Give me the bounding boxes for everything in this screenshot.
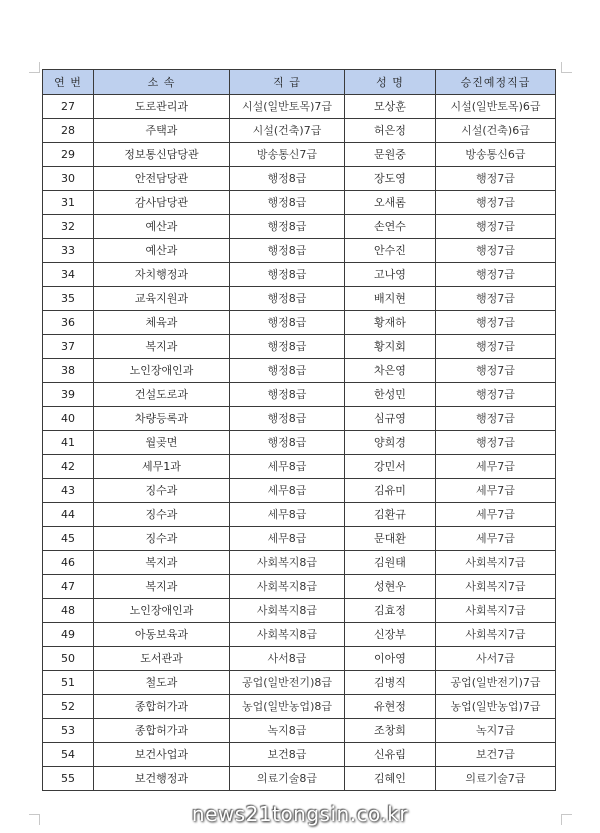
cell-promoted-rank: 사회복지7급 (436, 623, 556, 647)
page-corner-mark (29, 62, 40, 73)
table-row (43, 407, 556, 431)
cell-department: 월곶면 (94, 431, 230, 455)
header-promoted-rank: 승진예정직급 (436, 70, 556, 95)
cell-promoted-rank: 행정7급 (436, 359, 556, 383)
table-row (43, 263, 556, 287)
table-row (43, 503, 556, 527)
cell-number: 35 (43, 287, 94, 311)
cell-promoted-rank: 행정7급 (436, 167, 556, 191)
cell-rank: 행정8급 (230, 335, 345, 359)
cell-promoted-rank: 세무7급 (436, 479, 556, 503)
cell-number: 34 (43, 263, 94, 287)
cell-department: 예산과 (94, 215, 230, 239)
cell-number: 52 (43, 695, 94, 719)
cell-department: 세무1과 (94, 455, 230, 479)
cell-rank: 행정8급 (230, 359, 345, 383)
cell-name: 신유림 (345, 743, 436, 767)
cell-number: 37 (43, 335, 94, 359)
cell-promoted-rank: 세무7급 (436, 455, 556, 479)
cell-rank: 의료기술8급 (230, 767, 345, 791)
cell-rank: 방송통신7급 (230, 143, 345, 167)
table-row (43, 167, 556, 191)
cell-promoted-rank: 농업(일반농업)7급 (436, 695, 556, 719)
table-row (43, 719, 556, 743)
cell-name: 안수진 (345, 239, 436, 263)
table-row (43, 767, 556, 791)
cell-rank: 세무8급 (230, 455, 345, 479)
cell-promoted-rank: 방송통신6급 (436, 143, 556, 167)
header-name: 성 명 (345, 70, 436, 95)
table-row (43, 335, 556, 359)
cell-promoted-rank: 행정7급 (436, 383, 556, 407)
cell-rank: 행정8급 (230, 407, 345, 431)
cell-name: 장도영 (345, 167, 436, 191)
cell-rank: 사서8급 (230, 647, 345, 671)
cell-name: 한성민 (345, 383, 436, 407)
cell-promoted-rank: 시설(일반토목)6급 (436, 95, 556, 119)
cell-number: 49 (43, 623, 94, 647)
cell-rank: 공업(일반전기)8급 (230, 671, 345, 695)
cell-department: 차량등록과 (94, 407, 230, 431)
cell-promoted-rank: 사회복지7급 (436, 575, 556, 599)
cell-number: 51 (43, 671, 94, 695)
cell-rank: 행정8급 (230, 431, 345, 455)
cell-name: 강민서 (345, 455, 436, 479)
cell-department: 징수과 (94, 503, 230, 527)
cell-name: 김유미 (345, 479, 436, 503)
cell-number: 27 (43, 95, 94, 119)
table-row (43, 119, 556, 143)
table-row (43, 743, 556, 767)
cell-number: 28 (43, 119, 94, 143)
table-row (43, 671, 556, 695)
cell-name: 조창희 (345, 719, 436, 743)
cell-promoted-rank: 사회복지7급 (436, 551, 556, 575)
table-row (43, 623, 556, 647)
cell-rank: 행정8급 (230, 383, 345, 407)
cell-name: 손연수 (345, 215, 436, 239)
cell-name: 김원태 (345, 551, 436, 575)
cell-department: 도서관과 (94, 647, 230, 671)
cell-department: 복지과 (94, 335, 230, 359)
cell-department: 예산과 (94, 239, 230, 263)
cell-name: 오새롬 (345, 191, 436, 215)
cell-promoted-rank: 행정7급 (436, 263, 556, 287)
cell-promoted-rank: 세무7급 (436, 503, 556, 527)
cell-department: 보건행정과 (94, 767, 230, 791)
cell-name: 김혜인 (345, 767, 436, 791)
cell-promoted-rank: 행정7급 (436, 407, 556, 431)
cell-name: 유현정 (345, 695, 436, 719)
cell-promoted-rank: 녹지7급 (436, 719, 556, 743)
table-row (43, 431, 556, 455)
cell-department: 징수과 (94, 527, 230, 551)
cell-number: 33 (43, 239, 94, 263)
cell-name: 신장부 (345, 623, 436, 647)
cell-department: 철도과 (94, 671, 230, 695)
cell-name: 모상훈 (345, 95, 436, 119)
cell-number: 47 (43, 575, 94, 599)
cell-department: 종합허가과 (94, 695, 230, 719)
table-row (43, 143, 556, 167)
cell-name: 김병직 (345, 671, 436, 695)
cell-number: 30 (43, 167, 94, 191)
cell-rank: 행정8급 (230, 167, 345, 191)
cell-department: 안전담당관 (94, 167, 230, 191)
cell-rank: 사회복지8급 (230, 551, 345, 575)
cell-name: 황재하 (345, 311, 436, 335)
cell-promoted-rank: 행정7급 (436, 335, 556, 359)
cell-number: 32 (43, 215, 94, 239)
cell-number: 40 (43, 407, 94, 431)
cell-department: 아동보육과 (94, 623, 230, 647)
table-row (43, 311, 556, 335)
cell-name: 차은영 (345, 359, 436, 383)
cell-department: 노인장애인과 (94, 359, 230, 383)
cell-rank: 녹지8급 (230, 719, 345, 743)
cell-name: 문원중 (345, 143, 436, 167)
cell-number: 48 (43, 599, 94, 623)
cell-rank: 행정8급 (230, 191, 345, 215)
cell-department: 정보통신담당관 (94, 143, 230, 167)
cell-department: 노인장애인과 (94, 599, 230, 623)
cell-department: 감사담당관 (94, 191, 230, 215)
header-department: 소 속 (94, 70, 230, 95)
cell-rank: 보건8급 (230, 743, 345, 767)
table-header-row (43, 70, 556, 95)
cell-name: 문대환 (345, 527, 436, 551)
cell-rank: 시설(건축)7급 (230, 119, 345, 143)
cell-promoted-rank: 사회복지7급 (436, 599, 556, 623)
cell-number: 43 (43, 479, 94, 503)
cell-number: 38 (43, 359, 94, 383)
cell-rank: 행정8급 (230, 215, 345, 239)
table-row (43, 383, 556, 407)
cell-name: 이아영 (345, 647, 436, 671)
cell-number: 36 (43, 311, 94, 335)
cell-rank: 사회복지8급 (230, 623, 345, 647)
cell-promoted-rank: 시설(건축)6급 (436, 119, 556, 143)
table-row (43, 647, 556, 671)
table-row (43, 479, 556, 503)
cell-name: 허은정 (345, 119, 436, 143)
header-number: 연 번 (43, 70, 94, 95)
cell-number: 39 (43, 383, 94, 407)
table-row (43, 455, 556, 479)
cell-rank: 행정8급 (230, 239, 345, 263)
cell-rank: 행정8급 (230, 263, 345, 287)
header-rank: 직 급 (230, 70, 345, 95)
cell-promoted-rank: 행정7급 (436, 287, 556, 311)
cell-promoted-rank: 행정7급 (436, 215, 556, 239)
cell-name: 배지현 (345, 287, 436, 311)
cell-rank: 사회복지8급 (230, 599, 345, 623)
cell-number: 41 (43, 431, 94, 455)
table-row (43, 551, 556, 575)
cell-number: 31 (43, 191, 94, 215)
table-row (43, 95, 556, 119)
cell-name: 양희경 (345, 431, 436, 455)
cell-rank: 세무8급 (230, 527, 345, 551)
cell-name: 김효정 (345, 599, 436, 623)
cell-rank: 시설(일반토목)7급 (230, 95, 345, 119)
table-row (43, 527, 556, 551)
cell-number: 29 (43, 143, 94, 167)
cell-department: 징수과 (94, 479, 230, 503)
cell-promoted-rank: 사서7급 (436, 647, 556, 671)
cell-promoted-rank: 행정7급 (436, 239, 556, 263)
cell-number: 45 (43, 527, 94, 551)
table-row (43, 695, 556, 719)
cell-department: 복지과 (94, 551, 230, 575)
cell-name: 심규영 (345, 407, 436, 431)
table-row (43, 575, 556, 599)
cell-rank: 세무8급 (230, 479, 345, 503)
cell-department: 건설도로과 (94, 383, 230, 407)
cell-name: 황지회 (345, 335, 436, 359)
watermark: news21tongsin.co.kr (191, 802, 409, 826)
cell-department: 종합허가과 (94, 719, 230, 743)
cell-number: 53 (43, 719, 94, 743)
cell-rank: 행정8급 (230, 287, 345, 311)
cell-rank: 세무8급 (230, 503, 345, 527)
table-row (43, 599, 556, 623)
cell-promoted-rank: 행정7급 (436, 431, 556, 455)
cell-number: 46 (43, 551, 94, 575)
cell-promoted-rank: 행정7급 (436, 191, 556, 215)
cell-promoted-rank: 공업(일반전기)7급 (436, 671, 556, 695)
cell-number: 44 (43, 503, 94, 527)
cell-rank: 농업(일반농업)8급 (230, 695, 345, 719)
cell-number: 54 (43, 743, 94, 767)
cell-promoted-rank: 의료기술7급 (436, 767, 556, 791)
cell-department: 체육과 (94, 311, 230, 335)
cell-number: 55 (43, 767, 94, 791)
table-row (43, 287, 556, 311)
cell-name: 고나영 (345, 263, 436, 287)
cell-number: 42 (43, 455, 94, 479)
promotion-table (42, 69, 556, 791)
cell-promoted-rank: 세무7급 (436, 527, 556, 551)
table-row (43, 359, 556, 383)
cell-department: 복지과 (94, 575, 230, 599)
cell-name: 성현우 (345, 575, 436, 599)
cell-rank: 사회복지8급 (230, 575, 345, 599)
cell-department: 교육지원과 (94, 287, 230, 311)
table-row (43, 215, 556, 239)
cell-department: 도로관리과 (94, 95, 230, 119)
cell-promoted-rank: 행정7급 (436, 311, 556, 335)
cell-promoted-rank: 보건7급 (436, 743, 556, 767)
cell-department: 보건사업과 (94, 743, 230, 767)
cell-number: 50 (43, 647, 94, 671)
table-row (43, 239, 556, 263)
cell-department: 주택과 (94, 119, 230, 143)
cell-rank: 행정8급 (230, 311, 345, 335)
cell-department: 자치행정과 (94, 263, 230, 287)
table-row (43, 191, 556, 215)
page-corner-mark (561, 62, 572, 73)
cell-name: 김환규 (345, 503, 436, 527)
